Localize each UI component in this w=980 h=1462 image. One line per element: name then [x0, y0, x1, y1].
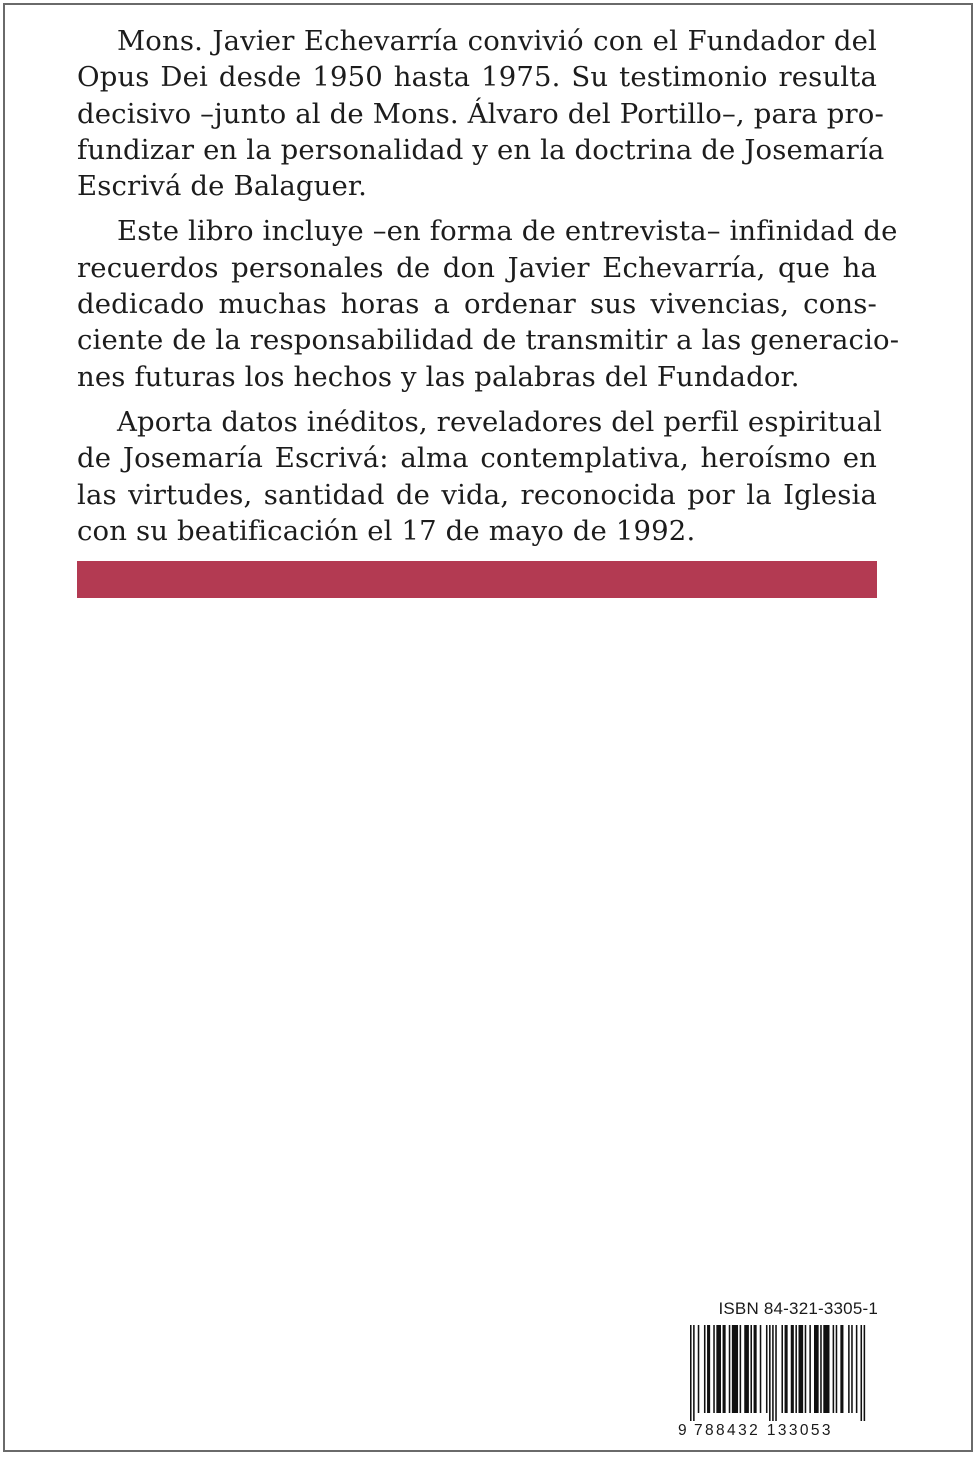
barcode-bar — [781, 1325, 783, 1413]
paragraph-2 — [77, 213, 900, 394]
barcode-bar — [750, 1325, 752, 1413]
paragraph-1 — [77, 23, 885, 204]
barcode-bar — [864, 1325, 866, 1421]
blurb-line: Opus Dei desde 1950 hasta 1975. Su testimonio resulta — [77, 61, 877, 94]
isbn-label: ISBN 84-321-3305-1 — [718, 1299, 878, 1318]
barcode-bar — [754, 1325, 757, 1413]
blurb-line: las virtudes, santidad de vida, reconocida por la Iglesia — [77, 478, 877, 511]
barcode-bar — [861, 1325, 863, 1421]
barcode-bar — [744, 1325, 749, 1413]
barcode-bar — [791, 1325, 794, 1413]
barcode-bar — [704, 1325, 706, 1413]
blurb-line: con su beatificación el 17 de mayo de 1992. — [77, 514, 696, 547]
barcode-first-digit: 9 — [678, 1422, 690, 1439]
barcode-bar — [785, 1325, 788, 1413]
barcode-bar — [823, 1325, 829, 1413]
book-back-cover — [3, 3, 973, 1452]
barcode-bar — [836, 1325, 838, 1413]
blurb-line: nes futuras los hechos y las palabras del Fundador. — [77, 360, 800, 393]
barcode-bar — [713, 1325, 715, 1413]
blurb-line: Aporta datos inéditos, reveladores del perfil espiritual — [117, 405, 883, 438]
decorative-color-band — [77, 561, 877, 598]
barcode-bar — [698, 1325, 700, 1413]
blurb-line: Escrivá de Balaguer. — [77, 170, 368, 203]
barcode-bar — [723, 1325, 726, 1413]
barcode-bar — [856, 1325, 858, 1413]
barcode-bar — [732, 1325, 738, 1413]
barcode-bar — [716, 1325, 721, 1413]
barcode-bar — [851, 1325, 853, 1413]
barcode — [678, 1325, 878, 1445]
barcode-bar — [760, 1325, 762, 1413]
blurb-line: decisivo –junto al de Mons. Álvaro del Portillo–, para pro- — [77, 97, 884, 130]
barcode-bar — [799, 1325, 804, 1413]
barcode-bar — [805, 1325, 807, 1413]
barcode-bar — [820, 1325, 822, 1413]
barcode-bar — [772, 1325, 774, 1421]
blurb-line: Este libro incluye –en forma de entrevista– infinidad de — [117, 215, 898, 248]
barcode-bar — [693, 1325, 695, 1421]
barcode-bar — [729, 1325, 731, 1413]
blurb-line: de Josemaría Escrivá: alma contemplativa, heroísmo en — [77, 442, 877, 475]
barcode-bar — [769, 1325, 771, 1421]
barcode-bar — [707, 1325, 710, 1413]
barcode-bar — [740, 1325, 742, 1413]
blurb-line: Mons. Javier Echevarría convivió con el Fundador del — [117, 25, 877, 57]
barcode-bar — [848, 1325, 850, 1413]
barcode-bars — [678, 1325, 878, 1421]
blurb-line: dedicado muchas horas a ordenar sus vivencias, cons- — [77, 288, 877, 321]
paragraph-3 — [77, 404, 883, 549]
barcode-bar — [840, 1325, 843, 1413]
barcode-bar — [833, 1325, 835, 1413]
barcode-bar — [814, 1325, 819, 1413]
barcode-digits: 788432 133053 — [694, 1422, 833, 1439]
barcode-bar — [809, 1325, 811, 1413]
barcode-bar — [795, 1325, 797, 1413]
barcode-bar — [690, 1325, 692, 1421]
back-cover-blurb — [77, 23, 900, 549]
barcode-bar — [766, 1325, 768, 1413]
blurb-line: ciente de la responsabilidad de transmitir a las generacio- — [77, 324, 900, 357]
blurb-line: recuerdos personales de don Javier Echevarría, que ha — [77, 251, 877, 284]
barcode-bar — [775, 1325, 777, 1421]
blurb-line: fundizar en la personalidad y en la doctrina de Josemaría — [77, 133, 885, 166]
